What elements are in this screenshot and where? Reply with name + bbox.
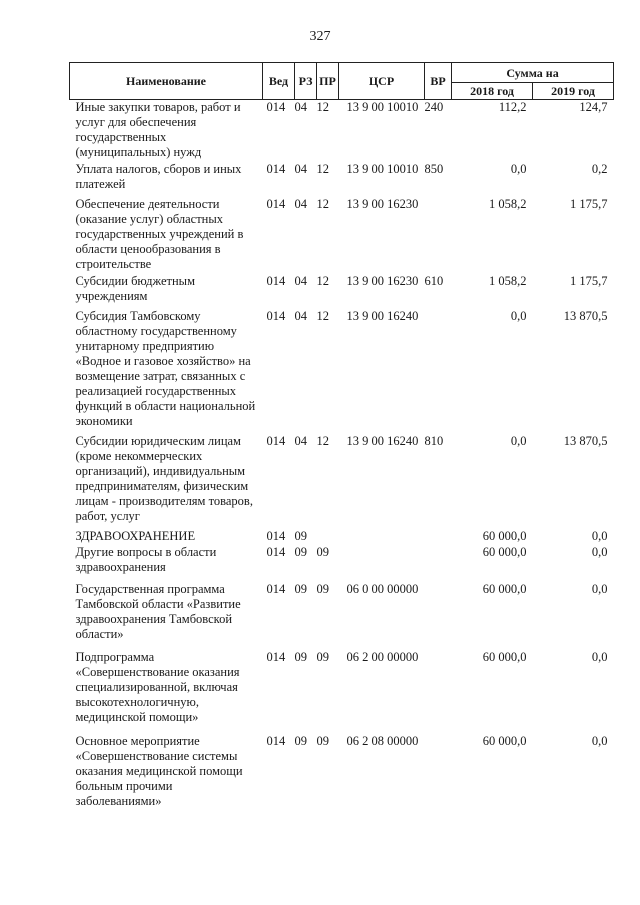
table-row <box>70 197 614 274</box>
cell-pr: 12 <box>316 309 329 323</box>
cell-ved: 014 <box>266 162 286 176</box>
cell-name: Уплата налогов, сборов и иных платежей <box>75 162 242 191</box>
budget-table <box>69 62 614 809</box>
cell-y1: 60 000,0 <box>482 529 527 543</box>
cell-pr <box>317 529 339 545</box>
cell-ved: 014 <box>266 650 286 664</box>
header-pr: ПР <box>317 63 339 100</box>
cell-ved: 014 <box>266 274 286 288</box>
header-sum: Сумма на <box>452 63 614 83</box>
header-year-2019: 2019 год <box>533 83 614 100</box>
table-row <box>70 434 614 529</box>
cell-name: ЗДРАВООХРАНЕНИЕ <box>75 529 196 543</box>
cell-y1: 60 000,0 <box>482 545 527 559</box>
header-ved: Вед <box>263 63 295 100</box>
cell-vr <box>425 309 452 434</box>
cell-csr <box>339 529 425 545</box>
table-row <box>70 650 614 734</box>
header-year-2018: 2018 год <box>452 83 533 100</box>
cell-y2: 0,0 <box>591 582 608 596</box>
cell-y1: 0,0 <box>510 162 527 176</box>
cell-name: Государственная программа Тамбовской области «Развитие здравоохранения Тамбовской области» <box>75 582 241 641</box>
cell-y2: 0,0 <box>591 650 608 664</box>
cell-vr <box>425 197 452 274</box>
table-row <box>70 582 614 650</box>
cell-name: Другие вопросы в области здравоохранения <box>75 545 217 574</box>
cell-ved: 014 <box>266 582 286 596</box>
table-header <box>70 63 614 100</box>
cell-name: Подпрограмма «Совершенствование оказания специализированной, включая высокотехнологичную, медицинской помощи» <box>75 650 240 724</box>
cell-vr <box>425 734 452 809</box>
cell-pr: 09 <box>316 734 329 748</box>
cell-vr <box>425 545 452 582</box>
cell-csr: 13 9 00 16230 <box>346 197 419 211</box>
cell-vr: 240 <box>424 100 444 114</box>
cell-csr: 06 2 00 00000 <box>346 650 419 664</box>
cell-y2: 0,0 <box>591 734 608 748</box>
cell-y1: 0,0 <box>510 309 527 323</box>
cell-csr: 06 2 08 00000 <box>346 734 419 748</box>
cell-y1: 60 000,0 <box>482 734 527 748</box>
cell-ved: 014 <box>266 434 286 448</box>
cell-vr: 810 <box>424 434 444 448</box>
cell-rz: 09 <box>294 529 307 543</box>
cell-pr: 12 <box>316 100 329 114</box>
cell-rz: 04 <box>294 274 307 288</box>
cell-rz: 09 <box>294 650 307 664</box>
header-rz: РЗ <box>295 63 317 100</box>
table-row <box>70 529 614 545</box>
cell-y2: 0,2 <box>591 162 608 176</box>
cell-csr: 13 9 00 16240 <box>346 434 419 448</box>
cell-y2: 0,0 <box>591 529 608 543</box>
cell-ved: 014 <box>266 734 286 748</box>
cell-vr <box>425 650 452 734</box>
cell-y2: 0,0 <box>591 545 608 559</box>
cell-y2: 1 175,7 <box>570 197 608 211</box>
cell-y1: 1 058,2 <box>489 197 527 211</box>
cell-y1: 60 000,0 <box>482 582 527 596</box>
cell-csr: 13 9 00 10010 <box>346 100 419 114</box>
cell-pr: 12 <box>316 434 329 448</box>
cell-y2: 13 870,5 <box>563 309 608 323</box>
cell-vr: 850 <box>424 162 444 176</box>
table-row <box>70 545 614 582</box>
cell-y1: 112,2 <box>498 100 527 114</box>
cell-pr: 12 <box>316 197 329 211</box>
cell-y1: 1 058,2 <box>489 274 527 288</box>
cell-rz: 04 <box>294 434 307 448</box>
cell-name: Иные закупки товаров, работ и услуг для обеспечения государственных (муниципальных) нужд <box>75 100 241 159</box>
cell-ved: 014 <box>266 197 286 211</box>
cell-pr: 12 <box>316 274 329 288</box>
page-number: 327 <box>309 29 331 44</box>
cell-rz: 09 <box>294 545 307 559</box>
header-csr: ЦСР <box>339 63 425 100</box>
cell-rz: 09 <box>294 734 307 748</box>
table-row <box>70 734 614 809</box>
cell-pr: 09 <box>316 650 329 664</box>
cell-y2: 1 175,7 <box>570 274 608 288</box>
table-body <box>70 100 614 810</box>
cell-rz: 09 <box>294 582 307 596</box>
cell-ved: 014 <box>266 309 286 323</box>
cell-vr: 610 <box>424 274 444 288</box>
cell-name: Субсидии юридическим лицам (кроме некоммерческих организаций), индивидуальным предпринимателям, физическим лицам - производителям товаров, работ, услуг <box>75 434 253 523</box>
header-name: Наименование <box>70 63 263 100</box>
cell-rz: 04 <box>294 100 307 114</box>
cell-ved: 014 <box>266 545 286 559</box>
cell-pr: 09 <box>316 582 329 596</box>
cell-ved: 014 <box>266 529 286 543</box>
cell-csr: 13 9 00 10010 <box>346 162 419 176</box>
header-vr: ВР <box>425 63 452 100</box>
table-row <box>70 309 614 434</box>
cell-y1: 0,0 <box>510 434 527 448</box>
cell-name: Субсидия Тамбовскому областному государственному унитарному предприятию «Водное и газовое хозяйство» на возмещение затрат, связанных с реализацией государственных функций в области национальной экономики <box>75 309 256 428</box>
cell-ved: 014 <box>266 100 286 114</box>
cell-y2: 13 870,5 <box>563 434 608 448</box>
cell-name: Субсидии бюджетным учреждениям <box>75 274 195 303</box>
cell-csr: 06 0 00 00000 <box>346 582 419 596</box>
cell-rz: 04 <box>294 197 307 211</box>
cell-csr <box>339 545 425 582</box>
cell-rz: 04 <box>294 162 307 176</box>
cell-name: Основное мероприятие «Совершенствование системы оказания медицинской помощи больным прочими заболеваниями» <box>75 734 243 808</box>
cell-csr: 13 9 00 16230 <box>346 274 419 288</box>
cell-y1: 60 000,0 <box>482 650 527 664</box>
table-row <box>70 100 614 163</box>
cell-rz: 04 <box>294 309 307 323</box>
table-row <box>70 274 614 309</box>
cell-y2: 124,7 <box>579 100 608 114</box>
cell-vr <box>425 582 452 650</box>
cell-csr: 13 9 00 16240 <box>346 309 419 323</box>
cell-vr <box>425 529 452 545</box>
table-row <box>70 162 614 197</box>
cell-pr: 12 <box>316 162 329 176</box>
cell-pr: 09 <box>316 545 329 559</box>
cell-name: Обеспечение деятельности (оказание услуг) областных государственных учреждений в области ценообразования в строительстве <box>75 197 244 271</box>
